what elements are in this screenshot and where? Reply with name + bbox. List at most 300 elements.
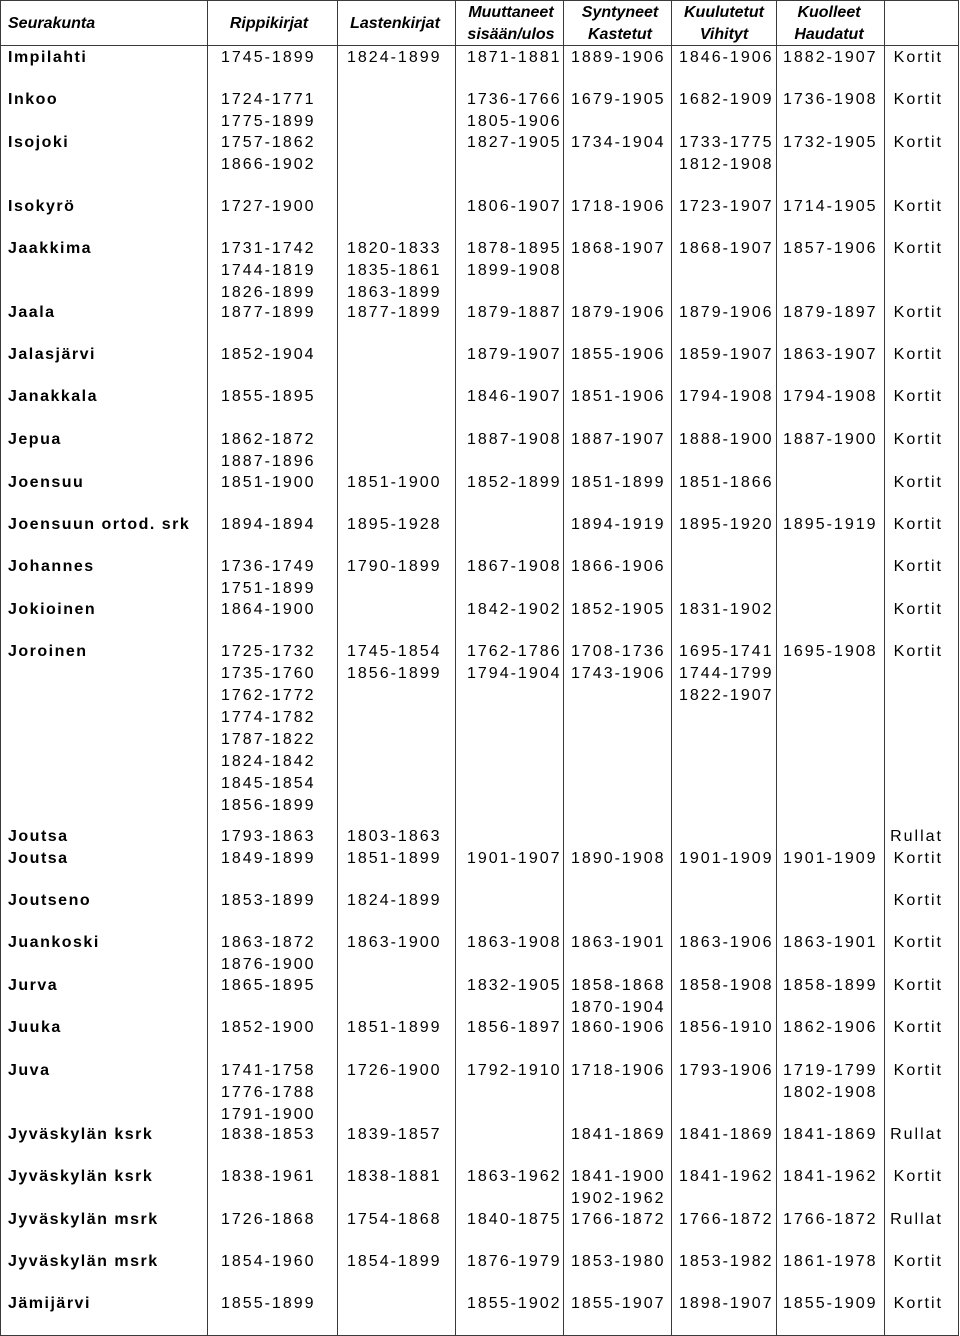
syntyneet-cell xyxy=(571,975,669,1019)
syntyneet-cell xyxy=(571,641,669,685)
date-range: 1842-1902 xyxy=(467,601,562,618)
parish-label: Joutsa xyxy=(8,828,69,845)
date-range: 1838-1853 xyxy=(221,1126,316,1143)
lastenkirjat-cell xyxy=(347,1251,451,1273)
date-range: 1855-1907 xyxy=(571,1295,666,1312)
date-range: 1841-1962 xyxy=(783,1168,878,1185)
kuulutetut-cell xyxy=(679,975,775,997)
date-range: 1851-1899 xyxy=(347,1019,442,1036)
format-label: Kortit xyxy=(893,91,943,108)
format-cell xyxy=(886,132,943,154)
date-range: 1736-1749 xyxy=(221,558,316,575)
date-range: 1861-1978 xyxy=(783,1253,878,1270)
syntyneet-cell xyxy=(571,848,669,870)
date-range: 1863-1899 xyxy=(347,284,442,301)
date-range: 1876-1900 xyxy=(221,956,316,973)
date-range: 1846-1907 xyxy=(467,388,562,405)
parish-name xyxy=(8,1166,205,1188)
date-range: 1870-1904 xyxy=(571,999,666,1016)
kuulutetut-cell xyxy=(679,472,775,494)
date-range: 1762-1786 xyxy=(467,643,562,660)
parish-label: Joensuu xyxy=(8,474,85,491)
date-range: 1887-1908 xyxy=(467,431,562,448)
date-range: 1879-1907 xyxy=(467,346,562,363)
format-label: Kortit xyxy=(893,934,943,951)
parish-name xyxy=(8,1017,205,1039)
date-range: 1895-1928 xyxy=(347,516,442,533)
date-range: 1851-1900 xyxy=(221,474,316,491)
date-range: 1894-1919 xyxy=(571,516,666,533)
rippikirjat-cell xyxy=(221,429,325,473)
date-range: 1826-1899 xyxy=(221,284,316,301)
format-cell xyxy=(886,47,943,69)
rippikirjat-cell xyxy=(221,514,325,536)
lastenkirjat-cell xyxy=(347,514,451,536)
header-syntyneet: Syntyneet xyxy=(581,4,659,21)
date-range: 1732-1905 xyxy=(783,134,878,151)
date-range: 1766-1872 xyxy=(783,1211,878,1228)
date-range: 1723-1907 xyxy=(679,198,774,215)
date-range: 1851-1899 xyxy=(571,474,666,491)
rippikirjat-cell xyxy=(221,386,325,408)
kuolleet-cell xyxy=(783,386,882,408)
syntyneet-cell xyxy=(571,472,669,494)
syntyneet-cell xyxy=(571,1124,669,1146)
parish-name xyxy=(8,848,205,870)
date-range: 1793-1906 xyxy=(679,1062,774,1079)
date-range: 1682-1909 xyxy=(679,91,774,108)
format-label: Kortit xyxy=(893,134,943,151)
kuulutetut-cell xyxy=(679,1017,775,1039)
header-kuulutetut-sub: Vihityt xyxy=(699,26,749,43)
kuolleet-cell xyxy=(783,132,882,154)
kuulutetut-cell xyxy=(679,302,775,324)
date-range: 1744-1819 xyxy=(221,262,316,279)
date-range: 1820-1833 xyxy=(347,240,442,257)
parish-name xyxy=(8,302,205,324)
parish-label: Jyväskylän ksrk xyxy=(8,1126,154,1143)
date-range: 1855-1909 xyxy=(783,1295,878,1312)
format-label: Kortit xyxy=(893,850,943,867)
date-range: 1863-1872 xyxy=(221,934,316,951)
rippikirjat-cell xyxy=(221,826,325,848)
syntyneet-cell xyxy=(571,599,669,621)
format-cell xyxy=(886,386,943,408)
date-range: 1812-1908 xyxy=(679,156,774,173)
rippikirjat-cell xyxy=(221,132,325,176)
syntyneet-cell xyxy=(571,47,669,69)
parish-name xyxy=(8,975,205,997)
format-label: Kortit xyxy=(893,304,943,321)
date-range: 1757-1862 xyxy=(221,134,316,151)
kuulutetut-cell xyxy=(679,1251,775,1273)
kuolleet-cell xyxy=(783,1251,882,1273)
date-range: 1852-1904 xyxy=(221,346,316,363)
lastenkirjat-cell xyxy=(347,472,451,494)
parish-name xyxy=(8,238,205,260)
muuttaneet-cell xyxy=(467,302,561,324)
kuolleet-cell xyxy=(783,238,882,260)
date-range: 1860-1906 xyxy=(571,1019,666,1036)
date-range: 1731-1742 xyxy=(221,240,316,257)
date-range: 1863-1901 xyxy=(783,934,878,951)
date-range: 1851-1899 xyxy=(347,850,442,867)
syntyneet-cell xyxy=(571,932,669,954)
syntyneet-cell xyxy=(571,1209,669,1231)
date-range: 1754-1868 xyxy=(347,1211,442,1228)
format-cell xyxy=(886,890,943,912)
format-label: Kortit xyxy=(893,892,943,909)
muuttaneet-cell xyxy=(467,556,561,578)
parish-label: Joutsa xyxy=(8,850,69,867)
muuttaneet-cell xyxy=(467,196,561,218)
date-range: 1895-1919 xyxy=(783,516,878,533)
date-range: 1841-1869 xyxy=(679,1126,774,1143)
format-label: Kortit xyxy=(893,240,943,257)
date-range: 1879-1897 xyxy=(783,304,878,321)
rippikirjat-cell xyxy=(221,1124,325,1146)
date-range: 1695-1908 xyxy=(783,643,878,660)
parish-label: Jaala xyxy=(8,304,56,321)
parish-name xyxy=(8,514,205,536)
date-range: 1862-1872 xyxy=(221,431,316,448)
date-range: 1679-1905 xyxy=(571,91,666,108)
date-range: 1858-1868 xyxy=(571,977,666,994)
date-range: 1793-1863 xyxy=(221,828,316,845)
date-range: 1802-1908 xyxy=(783,1084,878,1101)
kuulutetut-cell xyxy=(679,1209,775,1231)
date-range: 1734-1904 xyxy=(571,134,666,151)
muuttaneet-cell xyxy=(467,429,561,451)
date-range: 1856-1899 xyxy=(347,665,442,682)
parish-label: Jaakkima xyxy=(8,240,93,257)
format-cell xyxy=(886,196,943,218)
date-range: 1787-1822 xyxy=(221,731,316,748)
date-range: 1794-1908 xyxy=(783,388,878,405)
kuulutetut-cell xyxy=(679,641,775,707)
format-label: Kortit xyxy=(893,643,943,660)
date-range: 1827-1905 xyxy=(467,134,562,151)
kuulutetut-cell xyxy=(679,932,775,954)
syntyneet-cell xyxy=(571,386,669,408)
date-range: 1887-1907 xyxy=(571,431,666,448)
rippikirjat-cell xyxy=(221,472,325,494)
format-cell xyxy=(886,89,943,111)
parish-label: Jyväskylän msrk xyxy=(8,1253,159,1270)
rippikirjat-cell xyxy=(221,89,325,133)
format-cell xyxy=(886,344,943,366)
parish-name xyxy=(8,196,205,218)
date-range: 1863-1962 xyxy=(467,1168,562,1185)
date-range: 1901-1909 xyxy=(679,850,774,867)
date-range: 1864-1900 xyxy=(221,601,316,618)
date-range: 1736-1908 xyxy=(783,91,878,108)
date-range: 1719-1799 xyxy=(783,1062,878,1079)
date-range: 1790-1899 xyxy=(347,558,442,575)
column-divider xyxy=(563,0,564,1336)
rippikirjat-cell xyxy=(221,599,325,621)
column-divider xyxy=(884,0,885,1336)
parish-name xyxy=(8,47,205,69)
kuolleet-cell xyxy=(783,89,882,111)
kuolleet-cell xyxy=(783,1293,882,1315)
rippikirjat-cell xyxy=(221,1060,325,1126)
date-range: 1791-1900 xyxy=(221,1106,316,1123)
format-label: Kortit xyxy=(893,1253,943,1270)
date-range: 1852-1899 xyxy=(467,474,562,491)
format-label: Kortit xyxy=(893,431,943,448)
kuolleet-cell xyxy=(783,196,882,218)
date-range: 1894-1894 xyxy=(221,516,316,533)
lastenkirjat-cell xyxy=(347,1017,451,1039)
syntyneet-cell xyxy=(571,302,669,324)
parish-name xyxy=(8,472,205,494)
kuolleet-cell xyxy=(783,514,882,536)
kuolleet-cell xyxy=(783,1124,882,1146)
date-range: 1901-1907 xyxy=(467,850,562,867)
parish-name xyxy=(8,429,205,451)
lastenkirjat-cell xyxy=(347,641,451,685)
muuttaneet-cell xyxy=(467,1166,561,1188)
parish-label: Jalasjärvi xyxy=(8,346,96,363)
format-cell xyxy=(886,826,943,848)
lastenkirjat-cell xyxy=(347,932,451,954)
date-range: 1856-1899 xyxy=(221,797,316,814)
muuttaneet-cell xyxy=(467,1293,561,1315)
kuulutetut-cell xyxy=(679,196,775,218)
lastenkirjat-cell xyxy=(347,890,451,912)
lastenkirjat-cell xyxy=(347,47,451,69)
date-range: 1879-1906 xyxy=(571,304,666,321)
date-range: 1766-1872 xyxy=(679,1211,774,1228)
kuulutetut-cell xyxy=(679,514,775,536)
parish-name xyxy=(8,1293,205,1315)
date-range: 1851-1866 xyxy=(679,474,774,491)
date-range: 1877-1899 xyxy=(221,304,316,321)
date-range: 1745-1899 xyxy=(221,49,316,66)
date-range: 1727-1900 xyxy=(221,198,316,215)
syntyneet-cell xyxy=(571,196,669,218)
format-cell xyxy=(886,472,943,494)
kuulutetut-cell xyxy=(679,429,775,451)
muuttaneet-cell xyxy=(467,1017,561,1039)
date-range: 1708-1736 xyxy=(571,643,666,660)
date-range: 1762-1772 xyxy=(221,687,316,704)
lastenkirjat-cell xyxy=(347,1166,451,1188)
syntyneet-cell xyxy=(571,1166,669,1210)
date-range: 1853-1899 xyxy=(221,892,316,909)
date-range: 1845-1854 xyxy=(221,775,316,792)
date-range: 1851-1906 xyxy=(571,388,666,405)
date-range: 1856-1910 xyxy=(679,1019,774,1036)
date-range: 1792-1910 xyxy=(467,1062,562,1079)
parish-name xyxy=(8,132,205,154)
format-label: Kortit xyxy=(893,1168,943,1185)
date-range: 1890-1908 xyxy=(571,850,666,867)
date-range: 1863-1900 xyxy=(347,934,442,951)
date-range: 1838-1961 xyxy=(221,1168,316,1185)
date-range: 1824-1899 xyxy=(347,49,442,66)
date-range: 1835-1861 xyxy=(347,262,442,279)
kuolleet-cell xyxy=(783,1017,882,1039)
rippikirjat-cell xyxy=(221,890,325,912)
date-range: 1863-1907 xyxy=(783,346,878,363)
syntyneet-cell xyxy=(571,429,669,451)
format-label: Kortit xyxy=(893,1062,943,1079)
date-range: 1840-1875 xyxy=(467,1211,562,1228)
format-cell xyxy=(886,1017,943,1039)
format-cell xyxy=(886,1166,943,1188)
date-range: 1744-1799 xyxy=(679,665,774,682)
parish-name xyxy=(8,1209,205,1231)
format-label: Kortit xyxy=(893,516,943,533)
date-range: 1867-1908 xyxy=(467,558,562,575)
date-range: 1743-1906 xyxy=(571,665,666,682)
date-range: 1832-1905 xyxy=(467,977,562,994)
format-cell xyxy=(886,932,943,954)
date-range: 1868-1907 xyxy=(571,240,666,257)
kuulutetut-cell xyxy=(679,1293,775,1315)
rippikirjat-cell xyxy=(221,344,325,366)
format-cell xyxy=(886,429,943,451)
lastenkirjat-cell xyxy=(347,1209,451,1231)
muuttaneet-cell xyxy=(467,386,561,408)
column-divider xyxy=(776,0,777,1336)
date-range: 1736-1766 xyxy=(467,91,562,108)
date-range: 1824-1899 xyxy=(347,892,442,909)
parish-label: Inkoo xyxy=(8,91,59,108)
date-range: 1899-1908 xyxy=(467,262,562,279)
format-label: Rullat xyxy=(890,1211,943,1228)
parish-label: Joensuun ortod. srk xyxy=(8,516,191,533)
date-range: 1854-1899 xyxy=(347,1253,442,1270)
parish-label: Jämijärvi xyxy=(8,1295,91,1312)
lastenkirjat-cell xyxy=(347,826,451,848)
date-range: 1806-1907 xyxy=(467,198,562,215)
syntyneet-cell xyxy=(571,514,669,536)
date-range: 1831-1902 xyxy=(679,601,774,618)
kuolleet-cell xyxy=(783,975,882,997)
kuulutetut-cell xyxy=(679,344,775,366)
format-cell xyxy=(886,1209,943,1231)
kuolleet-cell xyxy=(783,1209,882,1231)
header-lastenkirjat: Lastenkirjat xyxy=(350,15,440,32)
syntyneet-cell xyxy=(571,1293,669,1315)
muuttaneet-cell xyxy=(467,238,561,282)
date-range: 1879-1887 xyxy=(467,304,562,321)
muuttaneet-cell xyxy=(467,1060,561,1082)
parish-label: Jurva xyxy=(8,977,59,994)
parish-label: Jepua xyxy=(8,431,62,448)
syntyneet-cell xyxy=(571,344,669,366)
date-range: 1805-1906 xyxy=(467,113,562,130)
date-range: 1726-1900 xyxy=(347,1062,442,1079)
kuolleet-cell xyxy=(783,1166,882,1188)
muuttaneet-cell xyxy=(467,975,561,997)
format-label: Kortit xyxy=(893,474,943,491)
muuttaneet-cell xyxy=(467,599,561,621)
syntyneet-cell xyxy=(571,89,669,111)
date-range: 1853-1982 xyxy=(679,1253,774,1270)
parish-label: Joroinen xyxy=(8,643,88,660)
format-label: Kortit xyxy=(893,49,943,66)
date-range: 1839-1857 xyxy=(347,1126,442,1143)
date-range: 1868-1907 xyxy=(679,240,774,257)
kuulutetut-cell xyxy=(679,89,775,111)
format-label: Kortit xyxy=(893,558,943,575)
format-cell xyxy=(886,514,943,536)
date-range: 1859-1907 xyxy=(679,346,774,363)
header-kuulutetut: Kuulutetut xyxy=(684,4,764,21)
format-cell xyxy=(886,238,943,260)
date-range: 1824-1842 xyxy=(221,753,316,770)
format-cell xyxy=(886,556,943,578)
format-label: Kortit xyxy=(893,198,943,215)
rippikirjat-cell xyxy=(221,238,325,304)
date-range: 1851-1900 xyxy=(347,474,442,491)
parish-name xyxy=(8,344,205,366)
format-label: Kortit xyxy=(893,388,943,405)
muuttaneet-cell xyxy=(467,89,561,133)
date-range: 1862-1906 xyxy=(783,1019,878,1036)
rippikirjat-cell xyxy=(221,47,325,69)
date-range: 1888-1900 xyxy=(679,431,774,448)
rippikirjat-cell xyxy=(221,932,325,976)
date-range: 1838-1881 xyxy=(347,1168,442,1185)
date-range: 1863-1901 xyxy=(571,934,666,951)
rippikirjat-cell xyxy=(221,1293,325,1315)
table-border-left xyxy=(0,0,1,1336)
parish-name xyxy=(8,89,205,111)
kuulutetut-cell xyxy=(679,1124,775,1146)
date-range: 1741-1758 xyxy=(221,1062,316,1079)
date-range: 1822-1907 xyxy=(679,687,774,704)
date-range: 1803-1863 xyxy=(347,828,442,845)
format-label: Kortit xyxy=(893,346,943,363)
syntyneet-cell xyxy=(571,556,669,578)
rippikirjat-cell xyxy=(221,641,325,817)
date-range: 1751-1899 xyxy=(221,580,316,597)
kuolleet-cell xyxy=(783,848,882,870)
header-kuolleet-sub: Haudatut xyxy=(794,26,864,43)
date-range: 1714-1905 xyxy=(783,198,878,215)
date-range: 1766-1872 xyxy=(571,1211,666,1228)
date-range: 1855-1899 xyxy=(221,1295,316,1312)
date-range: 1841-1869 xyxy=(783,1126,878,1143)
date-range: 1849-1899 xyxy=(221,850,316,867)
date-range: 1794-1904 xyxy=(467,665,562,682)
kuolleet-cell xyxy=(783,344,882,366)
parish-name xyxy=(8,641,205,663)
syntyneet-cell xyxy=(571,238,669,260)
muuttaneet-cell xyxy=(467,132,561,154)
date-range: 1858-1899 xyxy=(783,977,878,994)
date-range: 1774-1782 xyxy=(221,709,316,726)
lastenkirjat-cell xyxy=(347,302,451,324)
date-range: 1775-1899 xyxy=(221,113,316,130)
parish-name xyxy=(8,386,205,408)
parish-name xyxy=(8,826,205,848)
date-range: 1898-1907 xyxy=(679,1295,774,1312)
date-range: 1735-1760 xyxy=(221,665,316,682)
date-range: 1776-1788 xyxy=(221,1084,316,1101)
date-range: 1877-1899 xyxy=(347,304,442,321)
lastenkirjat-cell xyxy=(347,1124,451,1146)
parish-label: Juuka xyxy=(8,1019,62,1036)
date-range: 1876-1979 xyxy=(467,1253,562,1270)
parish-label: Janakkala xyxy=(8,388,99,405)
muuttaneet-cell xyxy=(467,344,561,366)
